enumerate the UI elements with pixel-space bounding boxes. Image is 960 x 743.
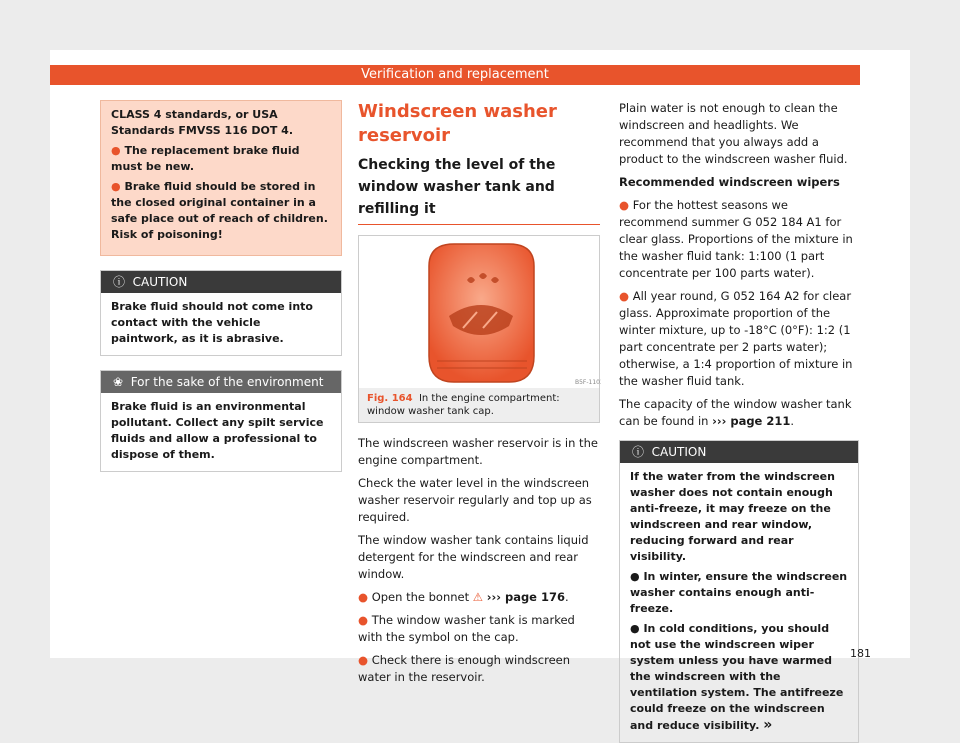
warning-bullet (111, 179, 331, 243)
paragraph: The windscreen washer reservoir is in the engine compartment. (358, 436, 598, 467)
warning-bullet-text: Brake fluid should be stored in the closed original container in a safe place out of reach of children. Risk of poisoning! (111, 180, 328, 241)
caution-header (620, 441, 858, 463)
warning-line: CLASS 4 standards, or USA Standards FMVSS 116 DOT 4. (111, 108, 293, 137)
caution-icon: ⓘ (113, 275, 126, 289)
caution-box (619, 440, 859, 743)
bullet-icon: ● (619, 198, 633, 212)
caution-text: Brake fluid should not come into contact with the vehicle paintwork, as it is abrasive. (111, 300, 313, 345)
paragraph-text: The capacity of the window washer tank can be found in (619, 397, 852, 428)
caution-title: CAUTION (132, 275, 188, 289)
environment-title: For the sake of the environment (130, 375, 324, 389)
bullet-icon: ● (358, 653, 372, 667)
washer-cap-illustration (359, 236, 601, 388)
environment-text: Brake fluid is an environmental pollutant. Collect any spilt service fluids and allow a professional to dispose of them. (111, 400, 324, 461)
page-header: Verification and replacement (50, 65, 860, 85)
warning-bullet-text: The replacement brake fluid must be new. (111, 144, 300, 173)
paragraph: Plain water is not enough to clean the windscreen and headlights. We recommend that you always add a product to the windscreen washer fluid. (619, 101, 848, 166)
caution-bullet: ● In winter, ensure the windscreen washer contains enough anti-freeze. (630, 570, 848, 615)
figure-image (359, 236, 599, 388)
caution-body (620, 463, 858, 742)
continue-mark: » (763, 717, 773, 733)
figure-caption (359, 388, 599, 422)
figure-label: Fig. 164 (367, 393, 413, 404)
warning-box (100, 100, 342, 256)
bullet-text: Check there is enough windscreen water in the reservoir. (358, 653, 571, 684)
bullet-item (619, 288, 859, 390)
figure-code: B5F-1103 (575, 379, 601, 386)
bullet-text: For the hottest seasons we recommend summer G 052 184 A1 for clear glass. Proportions of the mixture in the washer fluid tank: 1:100 (1 part concentrate per 100 parts water). (619, 198, 853, 280)
bullet-item (358, 612, 600, 646)
caution-icon: ⓘ (632, 445, 645, 459)
warning-triangle-icon: ⚠ (472, 590, 484, 604)
caution-box (100, 270, 342, 356)
paragraph-text-end: . (790, 414, 795, 428)
bullet-icon: ● (358, 590, 372, 604)
caution-header (101, 271, 341, 293)
caution-title: CAUTION (651, 445, 707, 459)
section-title: Windscreen washer reservoir (358, 101, 557, 146)
figure (358, 235, 600, 423)
caution-bullet-text: In winter, ensure the windscreen washer contains enough anti-freeze. (630, 570, 848, 615)
caution-text: If the water from the windscreen washer does not contain enough anti-freeze, it may freeze on the windscreen and rear window, reducing forward and rear visibility. (630, 470, 835, 563)
bullet-text: All year round, G 052 164 A2 for clear glass. Approximate proportion of the winter mixture, up to -18°C (0°F): 1:2 (1 part concentrate per 2 parts water); otherwise, a 1:4 proportion of mixture in the washer fluid tank. (619, 289, 853, 388)
page-reference-link[interactable]: ››› page 211 (712, 414, 791, 428)
figure-caption-text: In the engine compartment: window washer tank cap. (367, 393, 560, 417)
caution-bullet-text: In cold conditions, you should not use the windscreen wiper system unless you have warmed the windscreen with the ventilation system. The antifreeze could freeze on the windscreen and reduce visibility. (630, 622, 844, 732)
subheading: Recommended windscreen wipers (619, 175, 840, 189)
bullet-icon: ● (111, 180, 125, 193)
paragraph: The window washer tank contains liquid detergent for the windscreen and rear window. (358, 533, 589, 581)
page-reference-link[interactable]: ››› page 176 (486, 590, 565, 604)
bullet-text: The window washer tank is marked with the symbol on the cap. (358, 613, 575, 644)
bullet-item (358, 589, 600, 606)
column-middle (358, 100, 600, 686)
bullet-icon: ● (619, 289, 633, 303)
column-left (100, 100, 342, 472)
bullet-item (358, 652, 600, 686)
warning-bullet (111, 143, 331, 175)
bullet-icon: ● (111, 144, 125, 157)
bullet-icon: ● (358, 613, 372, 627)
paragraph: Check the water level in the windscreen washer reservoir regularly and top up as required. (358, 476, 592, 524)
column-right (619, 100, 859, 743)
caution-bullet: ● In cold conditions, you should not use the windscreen wiper system unless you have warmed the windscreen with the ventilation system. The antifreeze could freeze on the windscreen and reduce visibility. » (630, 622, 844, 733)
flower-icon: ❀ (113, 375, 124, 389)
environment-box (100, 370, 342, 472)
paragraph (619, 396, 859, 430)
bullet-text-end: . (565, 590, 569, 604)
environment-header (101, 371, 341, 393)
bullet-text: Open the bonnet (371, 590, 470, 604)
bullet-item (619, 197, 859, 282)
section-subtitle: Checking the level of the window washer tank and refilling it (358, 154, 600, 225)
page-number: 181 (850, 647, 871, 660)
